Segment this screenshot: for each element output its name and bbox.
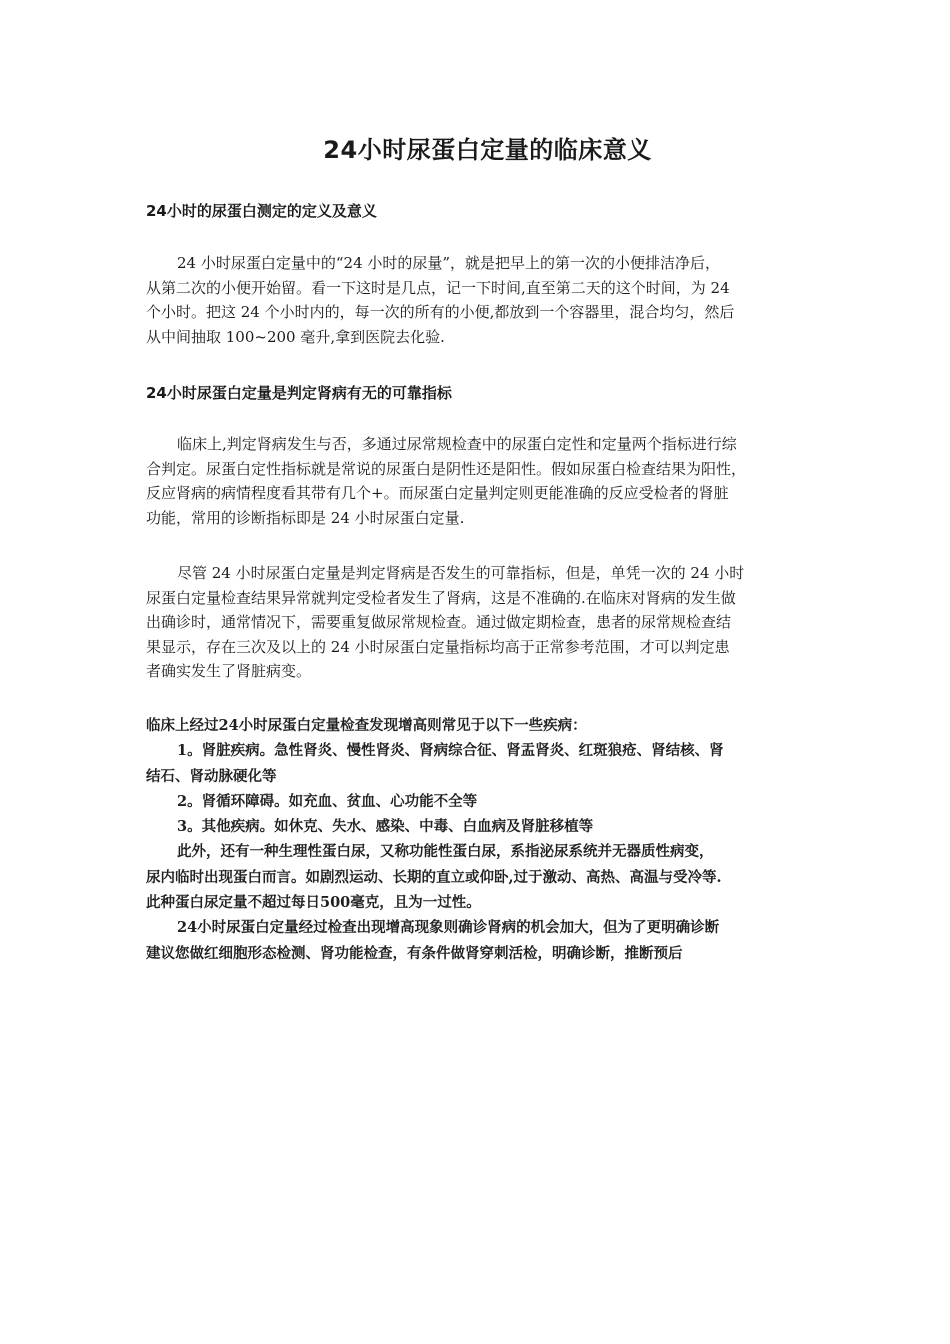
disease-list-item: 1。肾脏疾病。急性肾炎、慢性肾炎、肾病综合征、肾盂肾炎、红斑狼疮、肾结核、肾 <box>177 742 724 760</box>
section2-paragraph-2 <box>146 561 811 684</box>
section3-line: 24小时尿蛋白定量经过检查出现增高现象则确诊肾病的机会加大，但为了更明确诊断 <box>177 919 720 937</box>
section2-heading: 24小时尿蛋白定量是判定肾病有无的可靠指标 <box>146 384 452 402</box>
section3-body <box>146 713 816 966</box>
section3-line: 尿内临时出现蛋白而言。如剧烈运动、长期的直立或仰卧,过于激动、高热、高温与受冷等. <box>146 868 722 886</box>
disease-list-item: 2。肾循环障碍。如充血、贫血、心功能不全等 <box>177 792 478 810</box>
paragraph-line: 出确诊时，通常情况下，需要重复做尿常规检查。通过做定期检查，患者的尿常规检查结 <box>146 613 732 631</box>
paragraph-line: 者确实发生了肾脏病变。 <box>146 662 312 680</box>
paragraph-line: 反应肾病的病情程度看其带有几个+。而尿蛋白定量判定则更能准确的反应受检者的肾脏 <box>146 484 729 502</box>
paragraph-line: 尿蛋白定量检查结果异常就判定受检者发生了肾病，这是不准确的.在临床对肾病的发生做 <box>146 588 736 607</box>
section1-paragraph <box>146 251 811 349</box>
section2-paragraph-1 <box>146 432 811 530</box>
paragraph-line: 尽管 24 小时尿蛋白定量是判定肾病是否发生的可靠指标，但是，单凭一次的 24 小时 <box>177 564 745 582</box>
section3-line: 此种蛋白尿定量不超过每日500毫克，且为一过性。 <box>146 894 481 912</box>
section3-line: 结石、肾动脉硬化等 <box>146 767 277 785</box>
section3-line: 此外，还有一种生理性蛋白尿，又称功能性蛋白尿，系指泌尿系统并无器质性病变， <box>177 843 714 861</box>
paragraph-line: 24 小时尿蛋白定量中的“24 小时的尿量”，就是把早上的第一次的小便排洁净后， <box>177 254 721 272</box>
paragraph-line: 合判定。尿蛋白定性指标就是常说的尿蛋白是阴性还是阳性。假如尿蛋白检查结果为阳性， <box>146 459 747 478</box>
disease-list-item: 3。其他疾病。如休克、失水、感染、中毒、白血病及肾脏移植等 <box>177 818 594 836</box>
paragraph-line: 从中间抽取 100~200 毫升,拿到医院去化验. <box>146 327 445 346</box>
section3-line: 临床上经过24小时尿蛋白定量检查发现增高则常见于以下一些疾病： <box>146 717 587 734</box>
document-title: 24小时尿蛋白定量的临床意义 <box>323 136 652 164</box>
paragraph-line: 功能，常用的诊断指标即是 24 小时尿蛋白定量. <box>146 508 465 527</box>
paragraph-line: 临床上,判定肾病发生与否，多通过尿常规检查中的尿蛋白定性和定量两个指标进行综 <box>177 435 737 453</box>
paragraph-line: 从第二次的小便开始留。看一下这时是几点，记一下时间,直至第二天的这个时间，为 24 <box>146 278 730 297</box>
section3-line: 建议您做红细胞形态检测、肾功能检查，有条件做肾穿刺活检，明确诊断，推断预后 <box>146 944 683 962</box>
section1-heading: 24小时的尿蛋白测定的定义及意义 <box>146 202 377 220</box>
paragraph-line: 果显示，存在三次及以上的 24 小时尿蛋白定量指标均高于正常参考范围，才可以判定患 <box>146 637 730 656</box>
paragraph-line: 个小时。把这 24 个小时内的，每一次的所有的小便,都放到一个容器里，混合均匀，然后 <box>146 303 735 321</box>
